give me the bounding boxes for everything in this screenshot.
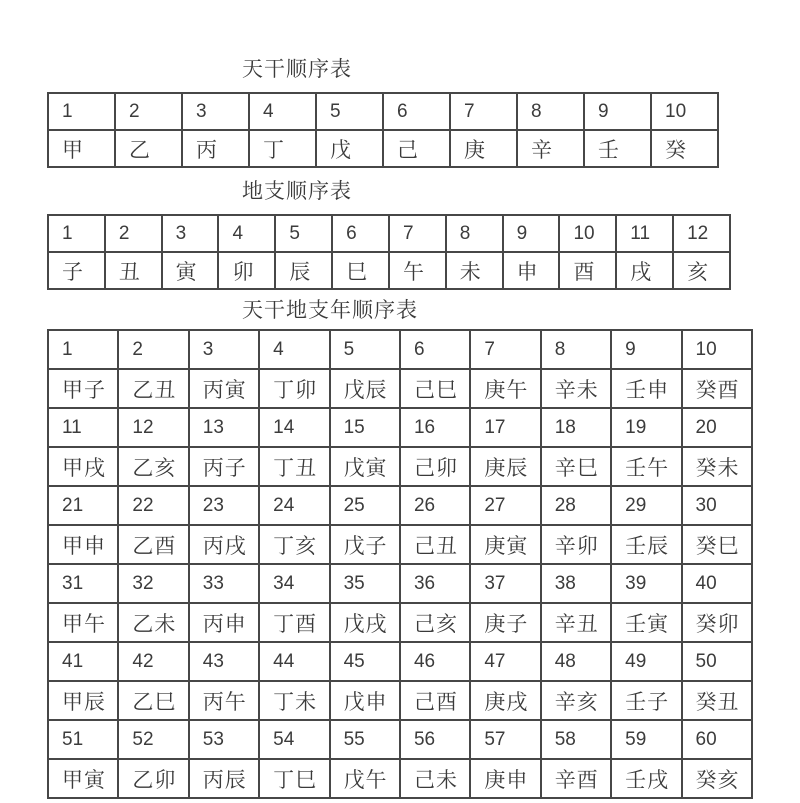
- character-row: [48, 447, 752, 486]
- order-number-cell: 58: [541, 720, 611, 759]
- order-number-cell: 57: [470, 720, 540, 759]
- dizhi-table: [47, 214, 731, 290]
- character-cell: 癸: [651, 130, 718, 167]
- character-cell: 辛: [517, 130, 584, 167]
- character-cell: 己巳: [400, 369, 470, 408]
- order-number-cell: 23: [189, 486, 259, 525]
- order-number-cell: 35: [330, 564, 400, 603]
- order-number-cell: 27: [470, 486, 540, 525]
- order-number-cell: 48: [541, 642, 611, 681]
- order-number-cell: 51: [48, 720, 118, 759]
- character-cell: 丙: [182, 130, 249, 167]
- character-cell: 甲子: [48, 369, 118, 408]
- order-number-cell: 36: [400, 564, 470, 603]
- character-cell: 癸丑: [682, 681, 752, 720]
- character-cell: 甲午: [48, 603, 118, 642]
- order-number-cell: 8: [541, 330, 611, 369]
- character-row: [48, 603, 752, 642]
- order-number-cell: 40: [682, 564, 752, 603]
- order-number-cell: 4: [218, 215, 275, 252]
- character-cell: 丙申: [189, 603, 259, 642]
- order-number-cell: 11: [616, 215, 673, 252]
- order-number-cell: 55: [330, 720, 400, 759]
- order-number-cell: 32: [118, 564, 188, 603]
- character-cell: 乙亥: [118, 447, 188, 486]
- character-cell: 庚辰: [470, 447, 540, 486]
- order-number-cell: 19: [611, 408, 681, 447]
- character-cell: 己未: [400, 759, 470, 798]
- order-number-cell: 53: [189, 720, 259, 759]
- order-number-cell: 31: [48, 564, 118, 603]
- order-number-cell: 52: [118, 720, 188, 759]
- character-cell: 丙戌: [189, 525, 259, 564]
- character-row: [48, 525, 752, 564]
- order-number-cell: 34: [259, 564, 329, 603]
- character-cell: 辛卯: [541, 525, 611, 564]
- character-cell: 壬寅: [611, 603, 681, 642]
- order-number-cell: 5: [330, 330, 400, 369]
- order-number-cell: 10: [651, 93, 718, 130]
- character-cell: 辛巳: [541, 447, 611, 486]
- order-number-cell: 49: [611, 642, 681, 681]
- character-cell: 壬: [584, 130, 651, 167]
- order-number-cell: 38: [541, 564, 611, 603]
- character-cell: 甲: [48, 130, 115, 167]
- character-cell: 戊戌: [330, 603, 400, 642]
- order-number-cell: 8: [517, 93, 584, 130]
- character-cell: 申: [503, 252, 560, 289]
- order-number-cell: 5: [275, 215, 332, 252]
- character-cell: 甲戌: [48, 447, 118, 486]
- dizhi-table-title: 地支顺序表: [242, 180, 352, 203]
- character-cell: 甲申: [48, 525, 118, 564]
- character-cell: 子: [48, 252, 105, 289]
- character-cell: 丁未: [259, 681, 329, 720]
- order-number-cell: 1: [48, 215, 105, 252]
- order-number-cell: 12: [118, 408, 188, 447]
- character-cell: 癸卯: [682, 603, 752, 642]
- order-number-cell: 25: [330, 486, 400, 525]
- character-cell: 庚子: [470, 603, 540, 642]
- order-number-cell: 16: [400, 408, 470, 447]
- character-cell: 壬戌: [611, 759, 681, 798]
- character-row: [48, 759, 752, 798]
- character-cell: 庚申: [470, 759, 540, 798]
- character-cell: 庚: [450, 130, 517, 167]
- order-number-cell: 50: [682, 642, 752, 681]
- character-cell: 戌: [616, 252, 673, 289]
- order-number-cell: 10: [682, 330, 752, 369]
- character-cell: 丁酉: [259, 603, 329, 642]
- character-cell: 乙未: [118, 603, 188, 642]
- character-cell: 辛丑: [541, 603, 611, 642]
- order-number-cell: 42: [118, 642, 188, 681]
- order-number-cell: 11: [48, 408, 118, 447]
- order-number-row: [48, 93, 718, 130]
- order-number-cell: 8: [446, 215, 503, 252]
- character-cell: 己卯: [400, 447, 470, 486]
- order-number-cell: 44: [259, 642, 329, 681]
- order-number-cell: 43: [189, 642, 259, 681]
- order-number-cell: 33: [189, 564, 259, 603]
- character-cell: 己: [383, 130, 450, 167]
- order-number-cell: 28: [541, 486, 611, 525]
- order-number-row: [48, 215, 730, 252]
- order-number-cell: 2: [105, 215, 162, 252]
- character-cell: 戊申: [330, 681, 400, 720]
- order-number-cell: 15: [330, 408, 400, 447]
- order-number-cell: 30: [682, 486, 752, 525]
- order-number-cell: 3: [189, 330, 259, 369]
- order-number-cell: 12: [673, 215, 730, 252]
- character-cell: 亥: [673, 252, 730, 289]
- character-cell: 未: [446, 252, 503, 289]
- character-cell: 戊午: [330, 759, 400, 798]
- character-cell: 辛未: [541, 369, 611, 408]
- order-number-cell: 7: [470, 330, 540, 369]
- character-cell: 壬申: [611, 369, 681, 408]
- character-cell: 己丑: [400, 525, 470, 564]
- character-row: [48, 369, 752, 408]
- order-number-row: [48, 564, 752, 603]
- character-cell: 戊: [316, 130, 383, 167]
- character-cell: 乙巳: [118, 681, 188, 720]
- order-number-cell: 47: [470, 642, 540, 681]
- character-cell: 戊寅: [330, 447, 400, 486]
- character-row: [48, 130, 718, 167]
- character-cell: 丙寅: [189, 369, 259, 408]
- order-number-cell: 26: [400, 486, 470, 525]
- tiangan-table: [47, 92, 719, 168]
- order-number-row: [48, 642, 752, 681]
- character-cell: 庚午: [470, 369, 540, 408]
- character-cell: 乙: [115, 130, 182, 167]
- order-number-cell: 7: [450, 93, 517, 130]
- character-cell: 辛酉: [541, 759, 611, 798]
- order-number-cell: 10: [559, 215, 616, 252]
- order-number-cell: 56: [400, 720, 470, 759]
- character-cell: 辰: [275, 252, 332, 289]
- character-cell: 丁丑: [259, 447, 329, 486]
- order-number-cell: 18: [541, 408, 611, 447]
- order-number-cell: 9: [611, 330, 681, 369]
- order-number-cell: 9: [584, 93, 651, 130]
- order-number-cell: 9: [503, 215, 560, 252]
- character-cell: 丁: [249, 130, 316, 167]
- order-number-cell: 2: [118, 330, 188, 369]
- order-number-cell: 60: [682, 720, 752, 759]
- order-number-cell: 39: [611, 564, 681, 603]
- order-number-cell: 3: [182, 93, 249, 130]
- character-cell: 丙午: [189, 681, 259, 720]
- character-cell: 壬子: [611, 681, 681, 720]
- order-number-cell: 29: [611, 486, 681, 525]
- order-number-cell: 1: [48, 330, 118, 369]
- character-cell: 寅: [162, 252, 219, 289]
- character-cell: 壬午: [611, 447, 681, 486]
- character-cell: 辛亥: [541, 681, 611, 720]
- order-number-cell: 6: [332, 215, 389, 252]
- character-cell: 癸未: [682, 447, 752, 486]
- order-number-cell: 4: [259, 330, 329, 369]
- character-cell: 癸亥: [682, 759, 752, 798]
- character-cell: 酉: [559, 252, 616, 289]
- order-number-cell: 4: [249, 93, 316, 130]
- character-cell: 乙丑: [118, 369, 188, 408]
- order-number-cell: 17: [470, 408, 540, 447]
- character-cell: 己酉: [400, 681, 470, 720]
- character-cell: 庚寅: [470, 525, 540, 564]
- tiangan-table-title: 天干顺序表: [242, 58, 352, 81]
- character-cell: 戊辰: [330, 369, 400, 408]
- order-number-cell: 13: [189, 408, 259, 447]
- character-cell: 甲寅: [48, 759, 118, 798]
- order-number-cell: 20: [682, 408, 752, 447]
- character-cell: 乙卯: [118, 759, 188, 798]
- character-cell: 丙辰: [189, 759, 259, 798]
- ganzhi-60-table-title: 天干地支年顺序表: [242, 299, 418, 322]
- order-number-cell: 2: [115, 93, 182, 130]
- order-number-row: [48, 720, 752, 759]
- order-number-cell: 37: [470, 564, 540, 603]
- character-row: [48, 252, 730, 289]
- order-number-cell: 46: [400, 642, 470, 681]
- character-cell: 乙酉: [118, 525, 188, 564]
- order-number-cell: 22: [118, 486, 188, 525]
- character-cell: 己亥: [400, 603, 470, 642]
- order-number-cell: 6: [383, 93, 450, 130]
- order-number-row: [48, 408, 752, 447]
- order-number-cell: 6: [400, 330, 470, 369]
- character-cell: 庚戌: [470, 681, 540, 720]
- character-row: [48, 681, 752, 720]
- character-cell: 壬辰: [611, 525, 681, 564]
- character-cell: 巳: [332, 252, 389, 289]
- character-cell: 丁卯: [259, 369, 329, 408]
- character-cell: 丁亥: [259, 525, 329, 564]
- order-number-cell: 45: [330, 642, 400, 681]
- order-number-cell: 5: [316, 93, 383, 130]
- order-number-row: [48, 330, 752, 369]
- character-cell: 癸巳: [682, 525, 752, 564]
- order-number-cell: 7: [389, 215, 446, 252]
- order-number-cell: 59: [611, 720, 681, 759]
- order-number-cell: 14: [259, 408, 329, 447]
- character-cell: 午: [389, 252, 446, 289]
- order-number-row: [48, 486, 752, 525]
- order-number-cell: 3: [162, 215, 219, 252]
- character-cell: 丙子: [189, 447, 259, 486]
- ganzhi-60-table: [47, 329, 753, 799]
- order-number-cell: 1: [48, 93, 115, 130]
- character-cell: 丁巳: [259, 759, 329, 798]
- character-cell: 卯: [218, 252, 275, 289]
- order-number-cell: 21: [48, 486, 118, 525]
- character-cell: 丑: [105, 252, 162, 289]
- order-number-cell: 41: [48, 642, 118, 681]
- character-cell: 癸酉: [682, 369, 752, 408]
- character-cell: 戊子: [330, 525, 400, 564]
- order-number-cell: 54: [259, 720, 329, 759]
- order-number-cell: 24: [259, 486, 329, 525]
- character-cell: 甲辰: [48, 681, 118, 720]
